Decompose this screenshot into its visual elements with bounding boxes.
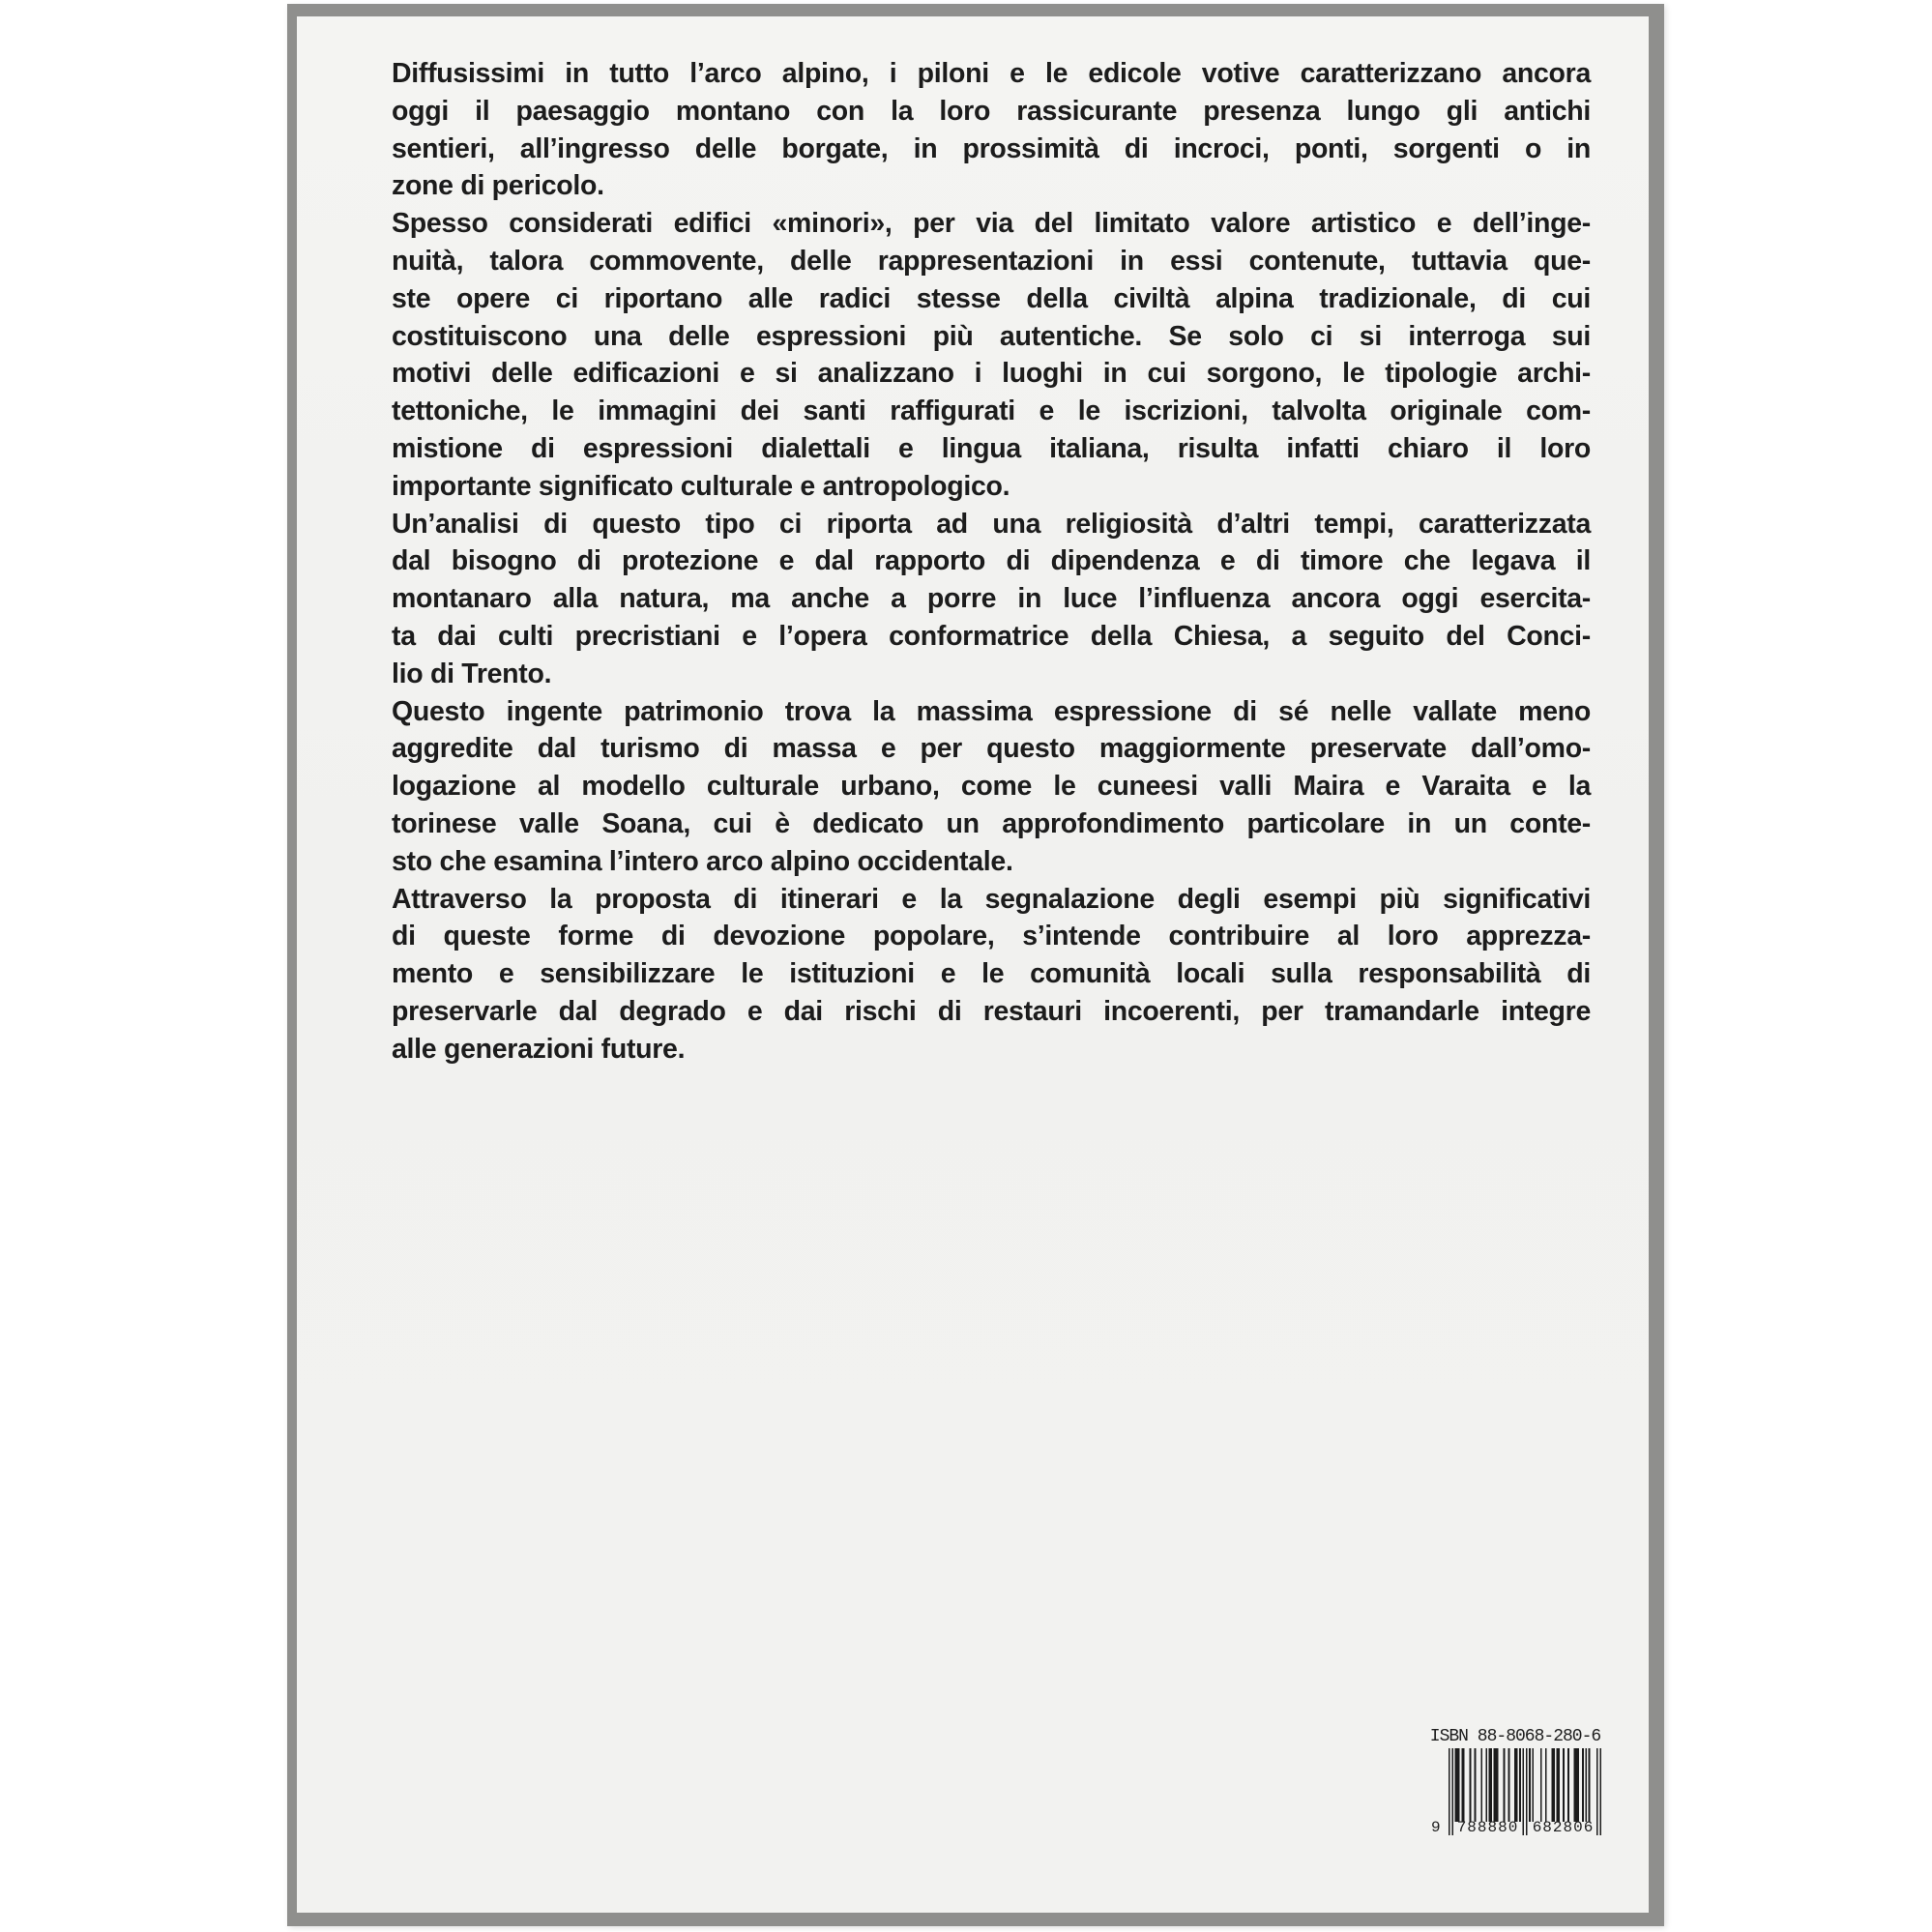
text-line: Un’analisi di questo tipo ci riporta ad una religiosità d’altri tempi, caratterizzata — [392, 508, 1591, 540]
text-line: Attraverso la proposta di itinerari e la segnalazione degli esempi più significativi — [392, 883, 1591, 915]
isbn-block — [1409, 1727, 1622, 1853]
ean13-barcode — [1431, 1748, 1601, 1839]
text-line: motivi delle edificazioni e si analizzano i luoghi in cui sorgono, le tipologie archi- — [392, 358, 1591, 390]
cover-page — [297, 16, 1649, 1913]
book-back-cover — [287, 4, 1664, 1926]
text-line: dal bisogno di protezione e dal rapporto di dipendenza e di timore che legava il — [392, 545, 1591, 577]
text-line: sto che esamina l’intero arco alpino occidentale. — [392, 845, 1013, 877]
text-line: Questo ingente patrimonio trova la massima espressione di sé nelle vallate meno — [392, 695, 1591, 727]
text-line: ste opere ci riportano alle radici stesse della civiltà alpina tradizionale, di cui — [392, 282, 1591, 314]
text-line: importante significato culturale e antropologico. — [392, 470, 1010, 502]
text-line: costituiscono una delle espressioni più autentiche. Se solo ci si interroga sui — [392, 320, 1591, 352]
text-line: zone di pericolo. — [392, 170, 604, 202]
text-line: aggredite dal turismo di massa e per questo maggiormente preservate dall’omo- — [392, 733, 1591, 765]
text-line: montanaro alla natura, ma anche a porre in luce l’influenza ancora oggi esercita- — [392, 583, 1591, 615]
barcode-digit-first: 9 — [1431, 1819, 1442, 1836]
barcode-digits-right: 682806 — [1532, 1819, 1595, 1836]
text-line: Diffusissimi in tutto l’arco alpino, i piloni e le edicole votive caratterizzano ancora — [392, 58, 1591, 89]
blurb-text — [392, 55, 1591, 1068]
isbn-number: ISBN 88-8068-280-6 — [1429, 1727, 1601, 1746]
text-line: alle generazioni future. — [392, 1033, 686, 1065]
text-line: mento e sensibilizzare le istituzioni e le comunità locali sulla responsabilità di — [392, 958, 1591, 990]
text-line: Spesso considerati edifici «minori», per via del limitato valore artistico e dell’inge- — [392, 208, 1591, 240]
text-line: torinese valle Soana, cui è dedicato un approfondimento particolare in un conte- — [392, 807, 1591, 839]
text-line: nuità, talora commovente, delle rappresentazioni in essi contenute, tuttavia que- — [392, 245, 1591, 277]
text-line: sentieri, all’ingresso delle borgate, in prossimità di incroci, ponti, sorgenti o in — [392, 132, 1591, 164]
text-line: tettoniche, le immagini dei santi raffigurati e le iscrizioni, talvolta originale com- — [392, 395, 1591, 427]
text-line: lio di Trento. — [392, 658, 552, 689]
text-line: di queste forme di devozione popolare, s’intende contribuire al loro apprezza- — [392, 921, 1591, 952]
text-line: logazione al modello culturale urbano, come le cuneesi valli Maira e Varaita e la — [392, 771, 1591, 803]
text-line: preservarle dal degrado e dai rischi di restauri incoerenti, per tramandarle integre — [392, 995, 1591, 1027]
text-line: ta dai culti precristiani e l’opera conformatrice della Chiesa, a seguito del Conci- — [392, 620, 1591, 652]
text-line: oggi il paesaggio montano con la loro rassicurante presenza lungo gli antichi — [392, 95, 1591, 127]
text-line: mistione di espressioni dialettali e lingua italiana, risulta infatti chiaro il loro — [392, 432, 1591, 464]
barcode-digits-left: 788880 — [1456, 1819, 1519, 1836]
